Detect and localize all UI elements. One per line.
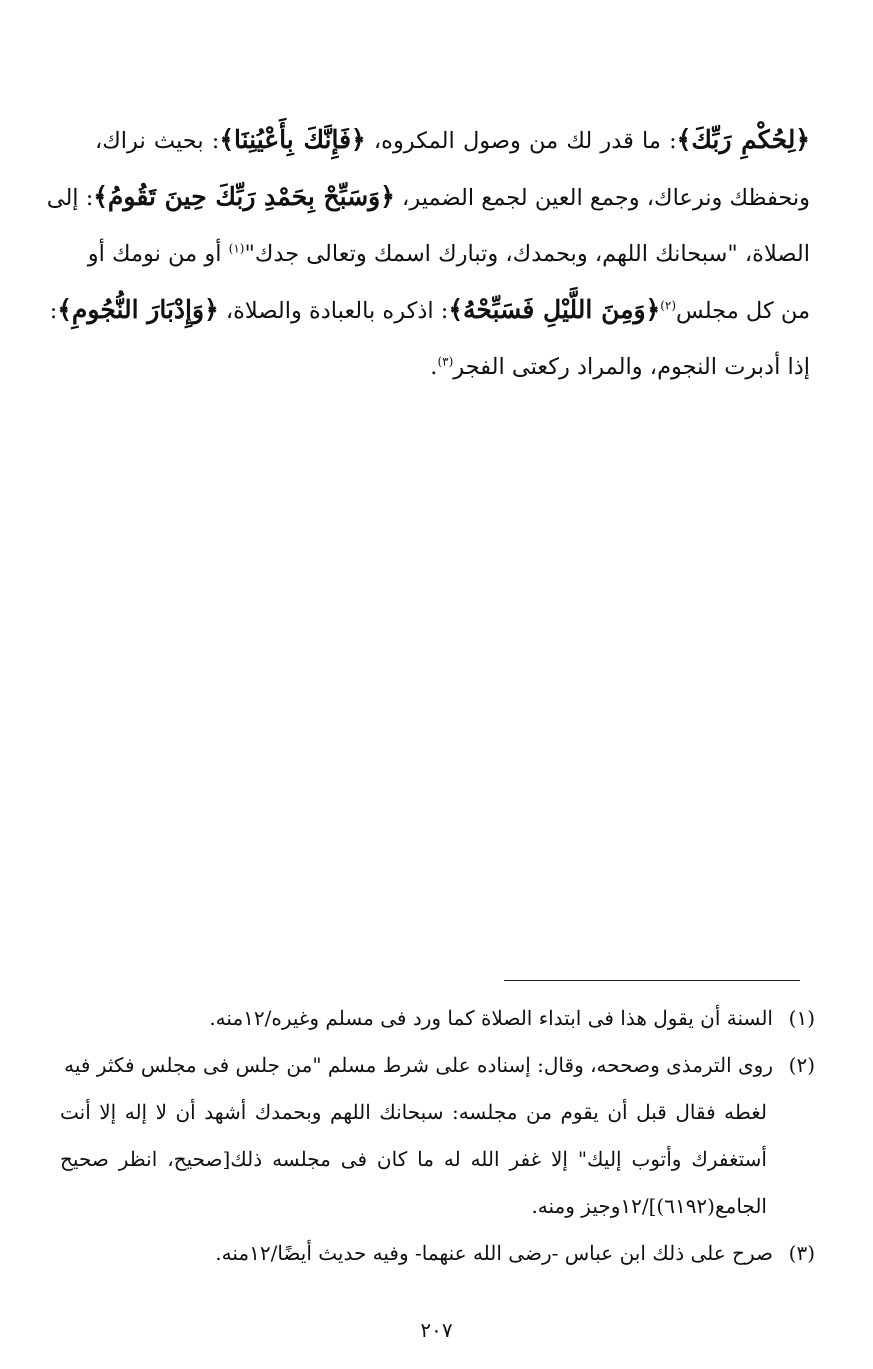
text-segment: ونحفظك ونرعاك، وجمع العين لجمع الضمير، xyxy=(394,185,810,211)
footnotes xyxy=(60,995,815,1277)
text-segment: : إلى xyxy=(46,185,94,211)
text-segment: إذا أدبرت النجوم، والمراد ركعتى الفجر xyxy=(453,354,810,380)
page-number: ٢٠٧ xyxy=(420,1318,453,1342)
footnote-marker: (٢) xyxy=(660,298,677,313)
main-text-line xyxy=(95,112,810,169)
text-segment: : اذكره بالعبادة والصلاة، xyxy=(218,298,449,324)
footnote-text: السنة أن يقول هذا فى ابتداء الصلاة كما ورد فى مسلم وغيره/١٢منه. xyxy=(209,1006,773,1030)
footnote-marker: (١) xyxy=(228,241,245,256)
footnote-line xyxy=(60,1136,815,1183)
text-segment: . xyxy=(430,354,438,380)
main-text-line xyxy=(49,282,810,339)
footnote-marker: (٣) xyxy=(437,354,454,369)
quran-verse: ﴿فَإِنَّكَ بِأَعْيُنِنَا﴾ xyxy=(219,125,366,154)
main-text-line xyxy=(87,226,810,282)
footnote-separator xyxy=(504,980,800,981)
quran-verse: ﴿وَإِدْبَارَ النُّجُومِ﴾ xyxy=(57,295,219,324)
main-text-line xyxy=(95,339,810,395)
footnote-text: روى الترمذى وصححه، وقال: إسناده على شرط مسلم "من جلس فى مجلس فكثر فيه xyxy=(64,1053,773,1077)
text-segment: من كل مجلس xyxy=(676,298,810,324)
footnote-item xyxy=(60,1230,815,1277)
footnote-number: (٣) xyxy=(788,1241,815,1265)
footnote-line xyxy=(60,1089,815,1136)
footnote-number: (٢) xyxy=(788,1053,815,1077)
text-segment: الصلاة، "سبحانك اللهم، وبحمدك، وتبارك اسمك وتعالى جدك" xyxy=(244,241,810,267)
footnote-item xyxy=(60,1042,815,1230)
main-text-line xyxy=(46,169,810,226)
footnote-text: لغطه فقال قبل أن يقوم من مجلسه: سبحانك اللهم وبحمدك أشهد أن لا إله إلا أنت xyxy=(60,1100,767,1124)
main-text xyxy=(46,112,810,395)
footnote-line xyxy=(60,995,815,1042)
quran-verse: ﴿وَسَبِّحْ بِحَمْدِ رَبِّكَ حِينَ تَقُومُ﴾ xyxy=(93,182,395,211)
footnote-text: أستغفرك وأتوب إليك" إلا غفر الله له ما كان فى مجلسه ذلك[صحيح، انظر صحيح xyxy=(60,1147,767,1171)
footnote-text: صرح على ذلك ابن عباس -رضى الله عنهما- وفيه حديث أيضًا/١٢منه. xyxy=(215,1241,773,1265)
footnote-text: الجامع(٦١٩٢)]/١٢وجيز ومنه. xyxy=(531,1194,767,1218)
footnote-line xyxy=(60,1230,815,1277)
text-segment: : بحيث نراك، xyxy=(95,128,220,154)
footnote-number: (١) xyxy=(788,1006,815,1030)
footnote-line xyxy=(60,1183,815,1230)
quran-verse: ﴿لِحُكْمِ رَبِّكَ﴾ xyxy=(676,125,810,154)
text-segment: : xyxy=(49,298,58,324)
text-segment: أو من نومك أو xyxy=(87,241,229,267)
footnote-item xyxy=(60,995,815,1042)
text-segment: : ما قدر لك من وصول المكروه، xyxy=(365,128,677,154)
quran-verse: ﴿وَمِنَ اللَّيْلِ فَسَبِّحْهُ﴾ xyxy=(448,295,661,324)
footnote-line xyxy=(60,1042,815,1089)
